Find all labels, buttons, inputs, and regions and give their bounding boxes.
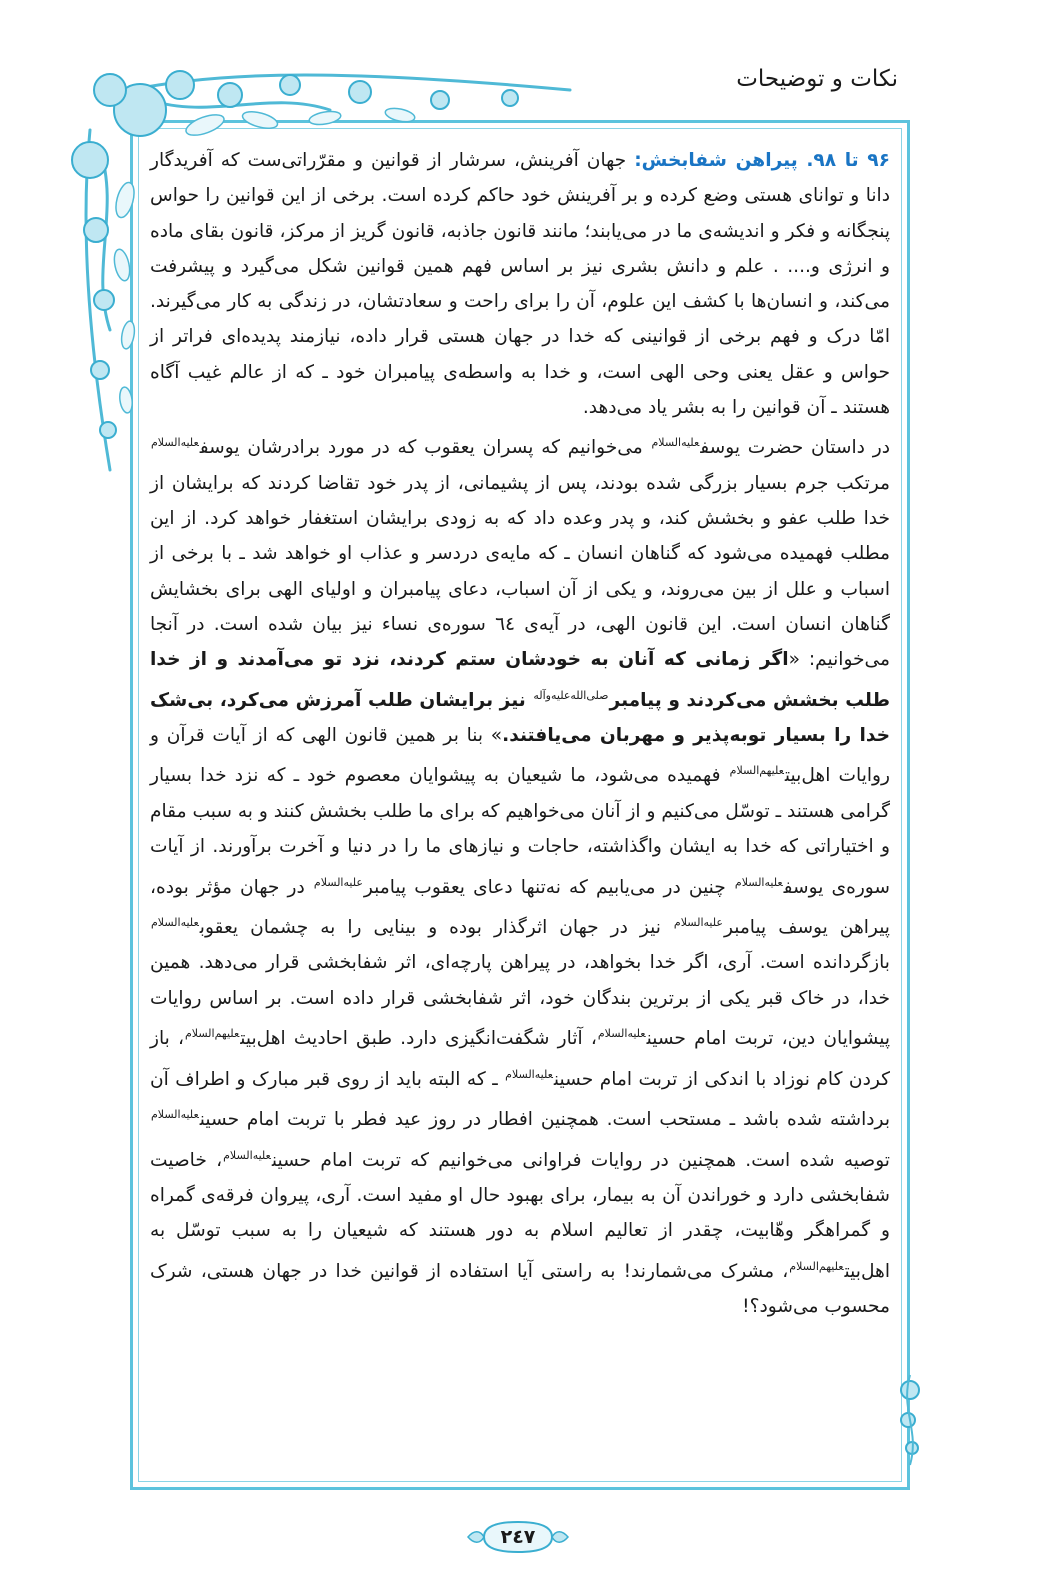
paragraph-intro xyxy=(150,143,890,425)
corner-ornament xyxy=(880,1370,940,1470)
paragraph-text: ـ که البته باید از روی قبر مبارک و اطراف آن برداشته شده باشد ـ مستحب است. همچنین افطار در روز عید فطر با تربت امام حسین xyxy=(150,1068,890,1131)
paragraph-text: ، باز کردن کام نوزاد با اندکی از تربت امام حسین xyxy=(150,1028,890,1090)
page-number-badge xyxy=(464,1518,572,1556)
paragraph-text: ، خاصیت شفابخشی دارد و خوراندن آن به بیمار، برای بهبود حال او مفید است. آری، پیروان فرقه‌ی گمراه و گمراهگر وهّابیت، چقدر از تعالیم اسلام به دور هستند که شیعیان را به سبب توسّل به اهل‌بیت xyxy=(150,1149,890,1282)
salawat-mark: علیهم‌السلام xyxy=(185,1027,240,1041)
section-header: نکات و توضیحات xyxy=(736,66,898,92)
body-text xyxy=(150,143,890,1324)
salawat-mark: علیه‌السلام xyxy=(597,1027,646,1041)
quran-quote: اگر زمانی که آنان به خودشان ستم کردند، نزد تو می‌آمدند و از خدا طلب بخشش می‌کردند و پیامبر xyxy=(150,649,890,711)
salawat-mark: علیه‌السلام xyxy=(505,1067,553,1081)
paragraph-text: ، مشرک می‌شمارند! به راستی آیا استفاده از قوانین خدا در جهان هستی، شرک محسوب می‌شود؟! xyxy=(150,1260,890,1318)
salawat-mark: صلی‌الله‌علیه‌وآله xyxy=(533,688,609,702)
paragraph-text: فهمیده می‌شود، ما شیعیان به پیشوایان معصوم خود ـ که نزد خدا بسیار گرامی هستند ـ توسّل می‌کنیم و از آنان می‌خواهیم که برای ما طلب بخشش کنند و به سبب مقام و اختیاراتی که خدا به ایشان واگذاشته، حاجات و نیازهای ما را در دنیا و آخرت برآورند. از آیات سوره‌ی یوسف xyxy=(150,765,890,898)
salawat-mark: علیه‌السلام xyxy=(651,436,700,450)
paragraph-text: جهان آفرینش، سرشار از قوانین و مقرّراتی‌ست که آفریدگار دانا و توانای هستی وضع کرده و بر آفرینش خود حاکم کرده است. برخی از این قوانین را حواس پنجگانه و فکر و اندیشه‌ی ما در می‌یابند؛ مانند قانون جاذبه، قانون گریز از مرکز، قانون بقای ماده و انرژی و.... . علم و دانش بشری نیز بر اساس فهم همین قوانین شکل می‌گیرد و پیشرفت می‌کند، و انسان‌ها با کشف این علوم، آن را برای راحت و سعادتشان، در زندگی به کار می‌گیرند. امّا درک و فهم برخی از قوانینی که خدا در جهان هستی قرار داده، نیازمند پدیده‌ای فراتر از حواس و عقل یعنی وحی الهی است، و خدا به واسطه‌ی پیامبران خود ـ که از عالم غیب آگاه هستند ـ آن قوانین را به بشر یاد می‌دهد. xyxy=(150,150,890,419)
salawat-mark: علیه‌السلام xyxy=(734,875,783,889)
salawat-mark: علیه‌السلام xyxy=(151,1108,199,1122)
page-number: ۲٤٧ xyxy=(500,1526,536,1548)
paragraph-text: در داستان حضرت یوسف xyxy=(700,437,890,459)
paragraph-text: ، آثار شگفت‌انگیزی دارد. طبق احادیث اهل‌بیت xyxy=(240,1028,597,1050)
paragraph-text: توصیه شده است. همچنین در روایات فراوانی می‌خوانیم که تربت امام حسین xyxy=(271,1149,890,1171)
paragraph-text: نیز در جهان اثرگذار بوده و بینایی را به چشمان یعقوب xyxy=(199,917,673,939)
paragraph-text: مرتکب جرم بسیار بزرگی شده بودند، پس از پشیمانی، از پدر خود تقاضا کردند که برایشان از خدا طلب عفو و بخشش کند، و پدر وعده داد که به زودی برایشان استغفار خواهد کرد. از این مطلب فهمیده می‌شود که گناهان انسان ـ که مایه‌ی دردسر و عذاب او خواهد شد ـ با برخی از اسباب و علل از بین می‌روند، و یکی از آن اسباب، دعای پیامبران و اولیای الهی برای بخشایش گناهان انسان است. این قانون الهی، در آیه‌ی ٦٤ سوره‌ی نساء نیز بیان شده است. در آنجا می‌خوانیم: « xyxy=(150,472,891,671)
salawat-mark: علیهم‌السلام xyxy=(789,1259,844,1273)
salawat-mark: علیه‌السلام xyxy=(151,915,199,929)
verse-heading: ۹۶ تا ۹۸. پیراهن شفابخش: xyxy=(634,150,890,171)
salawat-mark: علیه‌السلام xyxy=(223,1148,271,1162)
paragraph-text: » بنا بر همین قانون الهی که از آیات قرآن و روایات اهل‌بیت xyxy=(150,725,890,787)
paragraph-text: چنین در می‌یابیم که نه‌تنها دعای یعقوب پیامبر xyxy=(363,876,734,898)
quran-quote: نیز برایشان طلب آمرزش می‌کرد، بی‌شک خدا را بسیار توبه‌پذیر و مهربان می‌یافتند. xyxy=(150,689,891,747)
paragraph-story xyxy=(150,425,890,1324)
paragraph-text: می‌خوانیم که پسران یعقوب که در مورد برادرشان یوسف xyxy=(199,437,651,459)
paragraph-text: در جهان مؤثر بوده، پیراهن یوسف پیامبر xyxy=(150,876,890,939)
salawat-mark: علیه‌السلام xyxy=(673,915,723,929)
salawat-mark: علیه‌السلام xyxy=(313,875,363,889)
paragraph-text: بازگردانده است. آری، اگر خدا بخواهد، در پیراهن پارچه‌ای، اثر شفابخشی قرار می‌دهد. همین خدا، در خاک قبر یکی از برترین بندگان خود، اثر شفابخشی قرار داده است. بر اساس روایات پیشوایان دین، تربت امام حسین xyxy=(150,952,891,1050)
salawat-mark: علیهم‌السلام xyxy=(729,764,784,778)
salawat-mark: علیه‌السلام xyxy=(151,436,199,450)
